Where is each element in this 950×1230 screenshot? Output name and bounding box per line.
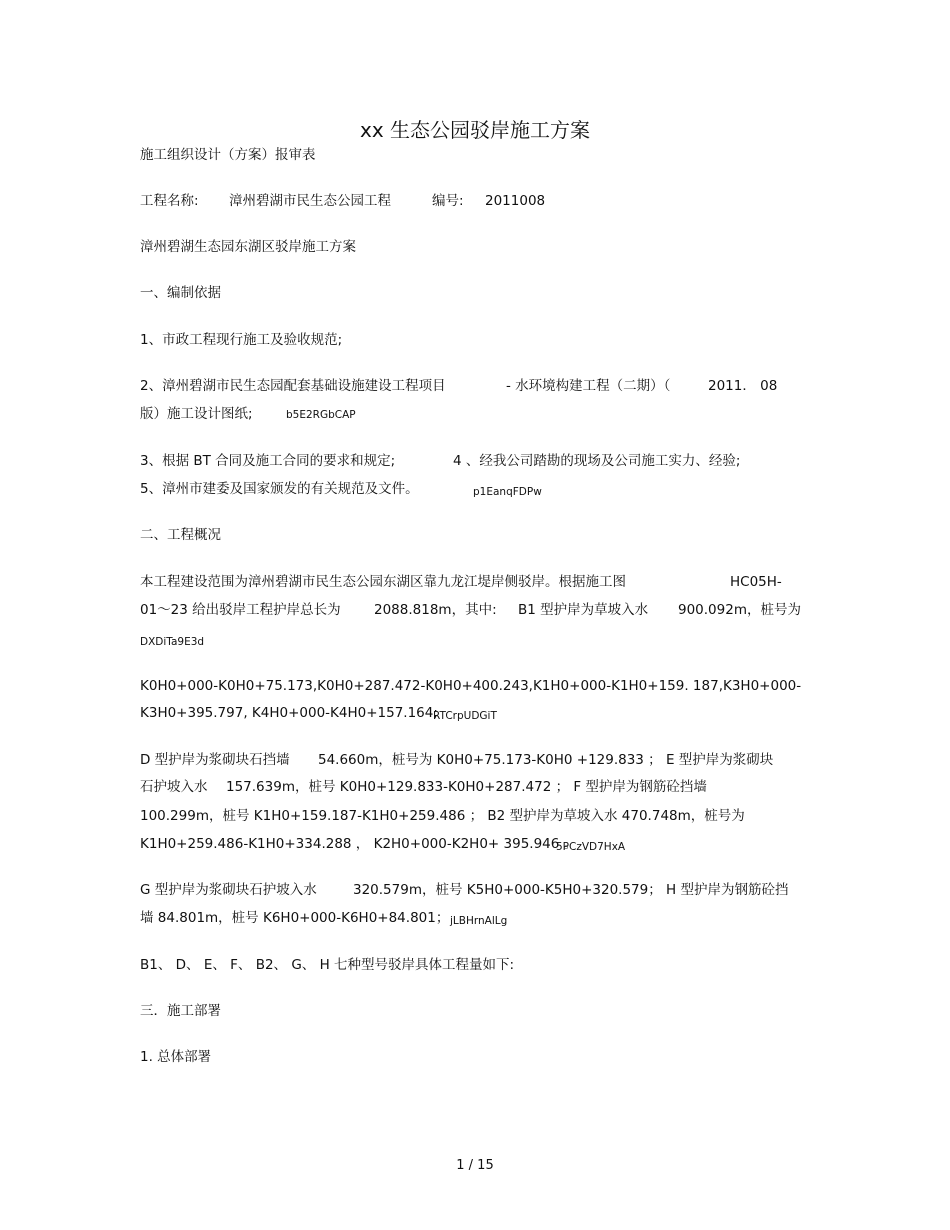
doc-code: jLBHrnAlLg xyxy=(450,915,508,927)
overview-p1-text-e: B1 型护岸为草坡入水 xyxy=(518,602,649,618)
basis-item-3: 3、根据 BT 合同及施工合同的要求和规定; xyxy=(140,453,396,469)
overview-p3-text-b: 54.660m，桩号为 K0H0+75.173-K0H0 +129.833 ； E 型护岸为浆砌块 xyxy=(318,752,774,768)
basis-item-2-part-b: - 水环境构建工程（二期）（ xyxy=(506,378,671,394)
basis-item-2-part-a: 2、漳州碧湖市民生态园配套基础设施建设工程项目 xyxy=(140,378,446,394)
basis-item-4: 4 、经我公司踏勘的现场及公司施工实力、经验; xyxy=(453,453,741,469)
overview-p3-line2 xyxy=(140,777,707,797)
overview-p3-line4 xyxy=(140,834,626,854)
overview-p3-line1 xyxy=(140,750,774,770)
overview-p2-line2 xyxy=(140,703,497,723)
plan-subtitle: 漳州碧湖生态园东湖区驳岸施工方案 xyxy=(140,239,356,255)
page-number: 1 / 15 xyxy=(456,1158,494,1173)
doc-code: RTCrpUDGiT xyxy=(433,710,497,722)
overview-p5: B1、 D、 E、 F、 B2、 G、 H 七种型号驳岸具体工程量如下: xyxy=(140,957,515,973)
doc-code: 5PCzVD7HxA xyxy=(556,841,626,853)
section3-sub1: 1. 总体部署 xyxy=(140,1049,212,1065)
basis-item-2-line2 xyxy=(140,404,356,424)
overview-p4-text-c: 墙 84.801m，桩号 K6H0+000-K6H0+84.801； xyxy=(140,910,450,926)
project-name-label: 工程名称: xyxy=(140,193,199,209)
form-name: 施工组织设计（方案）报审表 xyxy=(140,147,316,163)
basis-item-5: 5、漳州市建委及国家颁发的有关规范及文件。 xyxy=(140,481,419,497)
overview-p2-line1: K0H0+000-K0H0+75.173,K0H0+287.472-K0H0+400.243,K1H0+000-K1H0+159. 187,K3H0+000- xyxy=(140,678,802,694)
overview-p1-text-d: 2088.818m，其中: xyxy=(374,602,497,618)
overview-p1-line1 xyxy=(140,572,782,592)
section3-heading: 三．施工部署 xyxy=(140,1003,221,1019)
overview-p4-line2 xyxy=(140,908,508,928)
overview-p2-text: K3H0+395.797, K4H0+000-K4H0+157.164; xyxy=(140,705,438,721)
section2-heading: 二、工程概况 xyxy=(140,527,221,543)
basis-item-1: 1、市政工程现行施工及验收规范; xyxy=(140,332,343,348)
overview-p3-text-e: K1H0+259.486-K1H0+334.288 ， K2H0+000-K2H0+ 395.946 。 xyxy=(140,836,578,852)
project-number-label: 编号: xyxy=(432,193,464,209)
overview-p1-text-f: 900.092m，桩号为 xyxy=(678,602,801,618)
overview-p1-line2 xyxy=(140,600,801,620)
project-name-value: 漳州碧湖市民生态公园工程 xyxy=(229,193,391,209)
overview-p4-text-b: 320.579m，桩号 K5H0+000-K5H0+320.579； H 型护岸为钢筋砼挡 xyxy=(353,882,789,898)
basis-item-5-line xyxy=(140,479,542,499)
overview-p3-text-c: 石护坡入水 xyxy=(140,779,208,795)
overview-p4-text-a: G 型护岸为浆砌块石护坡入水 xyxy=(140,882,317,898)
project-number-value: 2011008 xyxy=(485,193,546,209)
overview-p1-text-c: 01～23 给出驳岸工程护岸总长为 xyxy=(140,602,341,618)
section1-heading: 一、编制依据 xyxy=(140,285,221,301)
doc-code: DXDiTa9E3d xyxy=(140,636,205,648)
overview-p3-text-a: D 型护岸为浆砌块石挡墙 xyxy=(140,752,290,768)
basis-item-2-part-d: 版）施工设计图纸; xyxy=(140,406,253,422)
basis-item-3-4-line xyxy=(140,451,741,471)
project-info-line xyxy=(140,191,546,211)
doc-code: b5E2RGbCAP xyxy=(286,409,356,421)
basis-item-2-line1 xyxy=(140,376,778,396)
overview-p1-text-a: 本工程建设范围为漳州碧湖市民生态公园东湖区靠九龙江堤岸侧驳岸。根据施工图 xyxy=(140,574,626,590)
doc-code: p1EanqFDPw xyxy=(473,486,542,498)
overview-p3-text-d: 157.639m，桩号 K0H0+129.833-K0H0+287.472 ； F 型护岸为钢筋砼挡墙 xyxy=(226,779,707,795)
basis-item-2-part-c: 2011． 08 xyxy=(708,378,778,394)
overview-p1-text-b: HC05H- xyxy=(730,574,782,590)
document-title: xx 生态公园驳岸施工方案 xyxy=(359,118,591,142)
overview-p4-line1 xyxy=(140,880,789,900)
overview-p3-line3: 100.299m，桩号 K1H0+159.187-K1H0+259.486 ； B2 型护岸为草坡入水 470.748m，桩号为 xyxy=(140,808,745,824)
